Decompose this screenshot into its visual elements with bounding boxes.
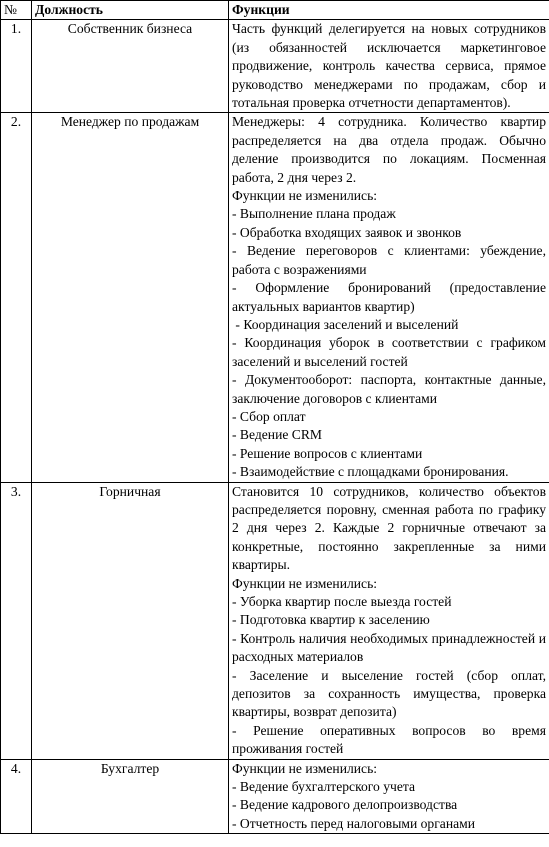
row-functions xyxy=(229,113,549,482)
functions-item: - Документооборот: паспорта, контактные данные, заключение договоров с клиентами xyxy=(232,372,546,406)
functions-item: - Сбор оплат xyxy=(232,408,306,424)
functions-item: - Решение оперативных вопросов во время проживания гостей xyxy=(232,722,546,757)
functions-subheading: Функции не изменились: xyxy=(232,188,378,204)
functions-item: - Решение вопросов с клиентами xyxy=(232,445,423,461)
header-functions: Функции xyxy=(229,1,549,20)
row-functions xyxy=(229,759,549,834)
functions-item: - Ведение CRM xyxy=(232,427,322,443)
table-row xyxy=(1,759,549,834)
functions-item: - Заселение и выселение гостей (сбор оплат, депозитов за сохранность имущества, проверка квартиры, возврат депозита) xyxy=(232,667,546,720)
row-position: Горничная xyxy=(32,482,229,759)
functions-text: Часть функций делегируется на новых сотрудников (из обязанностей исключается маркетинговое продвижение, контроль качества сервиса, прямое руководство менеджерами по продажам, сбор и тотальная проверка отчетности департаментов). xyxy=(232,21,546,111)
functions-item: - Отчетность перед налоговыми органами xyxy=(232,815,476,831)
functions-item: - Ведение кадрового делопроизводства xyxy=(232,797,458,813)
functions-text: Становится 10 сотрудников, количество объектов распределяется поровну, сменная работа по графику 2 дня через 2. Каждые 2 горничные отвечают за конкретные, постоянно закрепленные за ними квартиры. xyxy=(232,483,546,573)
header-number: № xyxy=(1,1,32,20)
table-header-row xyxy=(1,1,549,20)
functions-item: - Оформление бронирований (предоставление актуальных вариантов квартир) xyxy=(232,280,546,314)
functions-item: - Выполнение плана продаж xyxy=(232,206,396,222)
row-number: 4. xyxy=(1,759,32,834)
functions-item: - Взаимодействие с площадками бронирования. xyxy=(232,464,509,480)
header-position: Должность xyxy=(32,1,229,20)
functions-item: - Обработка входящих заявок и звонков xyxy=(232,224,462,240)
row-position: Менеджер по продажам xyxy=(32,113,229,482)
table-row xyxy=(1,482,549,759)
row-number: 1. xyxy=(1,20,32,113)
functions-item: - Подготовка квартир к заселению xyxy=(232,612,430,628)
table-row xyxy=(1,20,549,113)
table-row xyxy=(1,113,549,482)
row-functions xyxy=(229,482,549,759)
row-functions xyxy=(229,20,549,113)
functions-item: - Координация уборок в соответствии с графиком заселений и выселений гостей xyxy=(232,335,546,369)
functions-subheading: Функции не изменились: xyxy=(232,575,378,591)
functions-text: Менеджеры: 4 сотрудника. Количество квартир распределяется на два отдела продаж. Обычно деление производится по локациям. Посменная работа, 2 дня через 2. xyxy=(232,114,546,185)
functions-item: - Координация заселений и выселений xyxy=(232,316,459,332)
row-number: 3. xyxy=(1,482,32,759)
functions-item: - Ведение переговоров с клиентами: убеждение, работа с возражениями xyxy=(232,243,546,277)
row-number: 2. xyxy=(1,113,32,482)
row-position: Собственник бизнеса xyxy=(32,20,229,113)
functions-item: - Ведение бухгалтерского учета xyxy=(232,779,416,795)
functions-subheading: Функции не изменились: xyxy=(232,760,378,776)
row-position: Бухгалтер xyxy=(32,759,229,834)
functions-item: - Уборка квартир после выезда гостей xyxy=(232,594,452,609)
functions-item: - Контроль наличия необходимых принадлежностей и расходных материалов xyxy=(232,630,546,665)
